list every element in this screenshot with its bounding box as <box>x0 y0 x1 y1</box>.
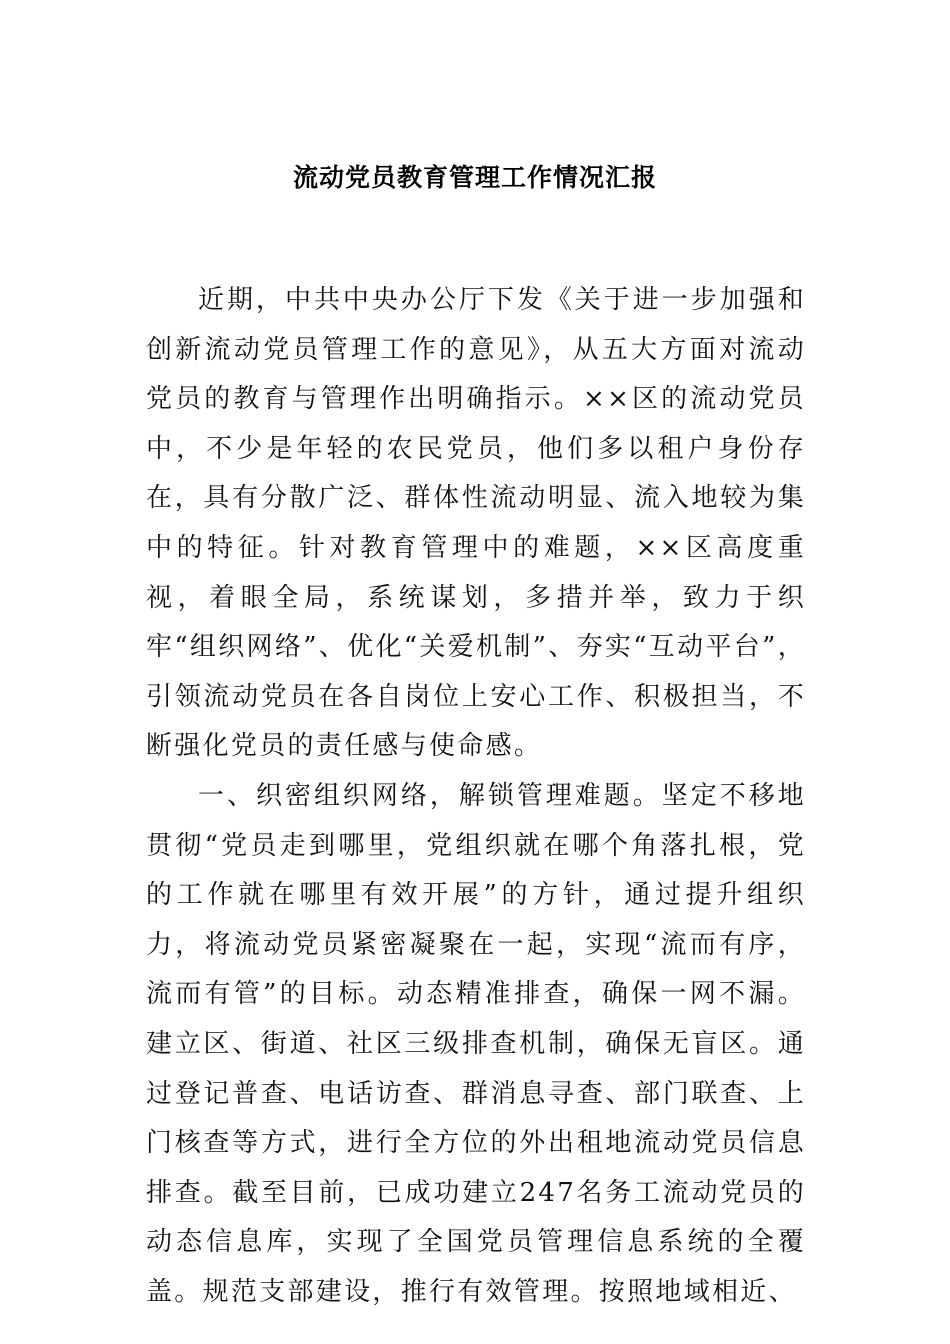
document-body <box>146 276 806 1317</box>
paragraph-section-one: 一、织密组织网络，解锁管理难题。坚定不移地贯彻“党员走到哪里，党组织就在哪个角落扎根，党的工作就在哪里有效开展”的方针，通过提升组织力，将流动党员紧密凝聚在一起，实现“流而有序，流而有管”的目标。动态精准排查，确保一网不漏。建立区、街道、社区三级排查机制，确保无盲区。通过登记普查、电话访查、群消息寻查、部门联查、上门核查等方式，进行全方位的外出租地流动党员信息排查。截至目前，已成功建立247名务工流动党员的动态信息库，实现了全国党员管理信息系统的全覆盖。规范支部建设，推行有效管理。按照地域相近、 <box>146 780 806 1307</box>
paragraph-intro: 近期，中共中央办公厅下发《关于进一步加强和创新流动党员管理工作的意见》，从五大方面对流动党员的教育与管理作出明确指示。××区的流动党员中，不少是年轻的农民党员，他们多以租户身份存在，具有分散广泛、群体性流动明显、流入地较为集中的特征。针对教育管理中的难题，××区高度重视，着眼全局，系统谋划，多措并举，致力于织牢“组织网络”、优化“关爱机制”、夯实“互动平台”，引领流动党员在各自岗位上安心工作、积极担当，不断强化党员的责任感与使命感。 <box>146 285 806 762</box>
document-title: 流动党员教育管理工作情况汇报 <box>292 163 657 192</box>
